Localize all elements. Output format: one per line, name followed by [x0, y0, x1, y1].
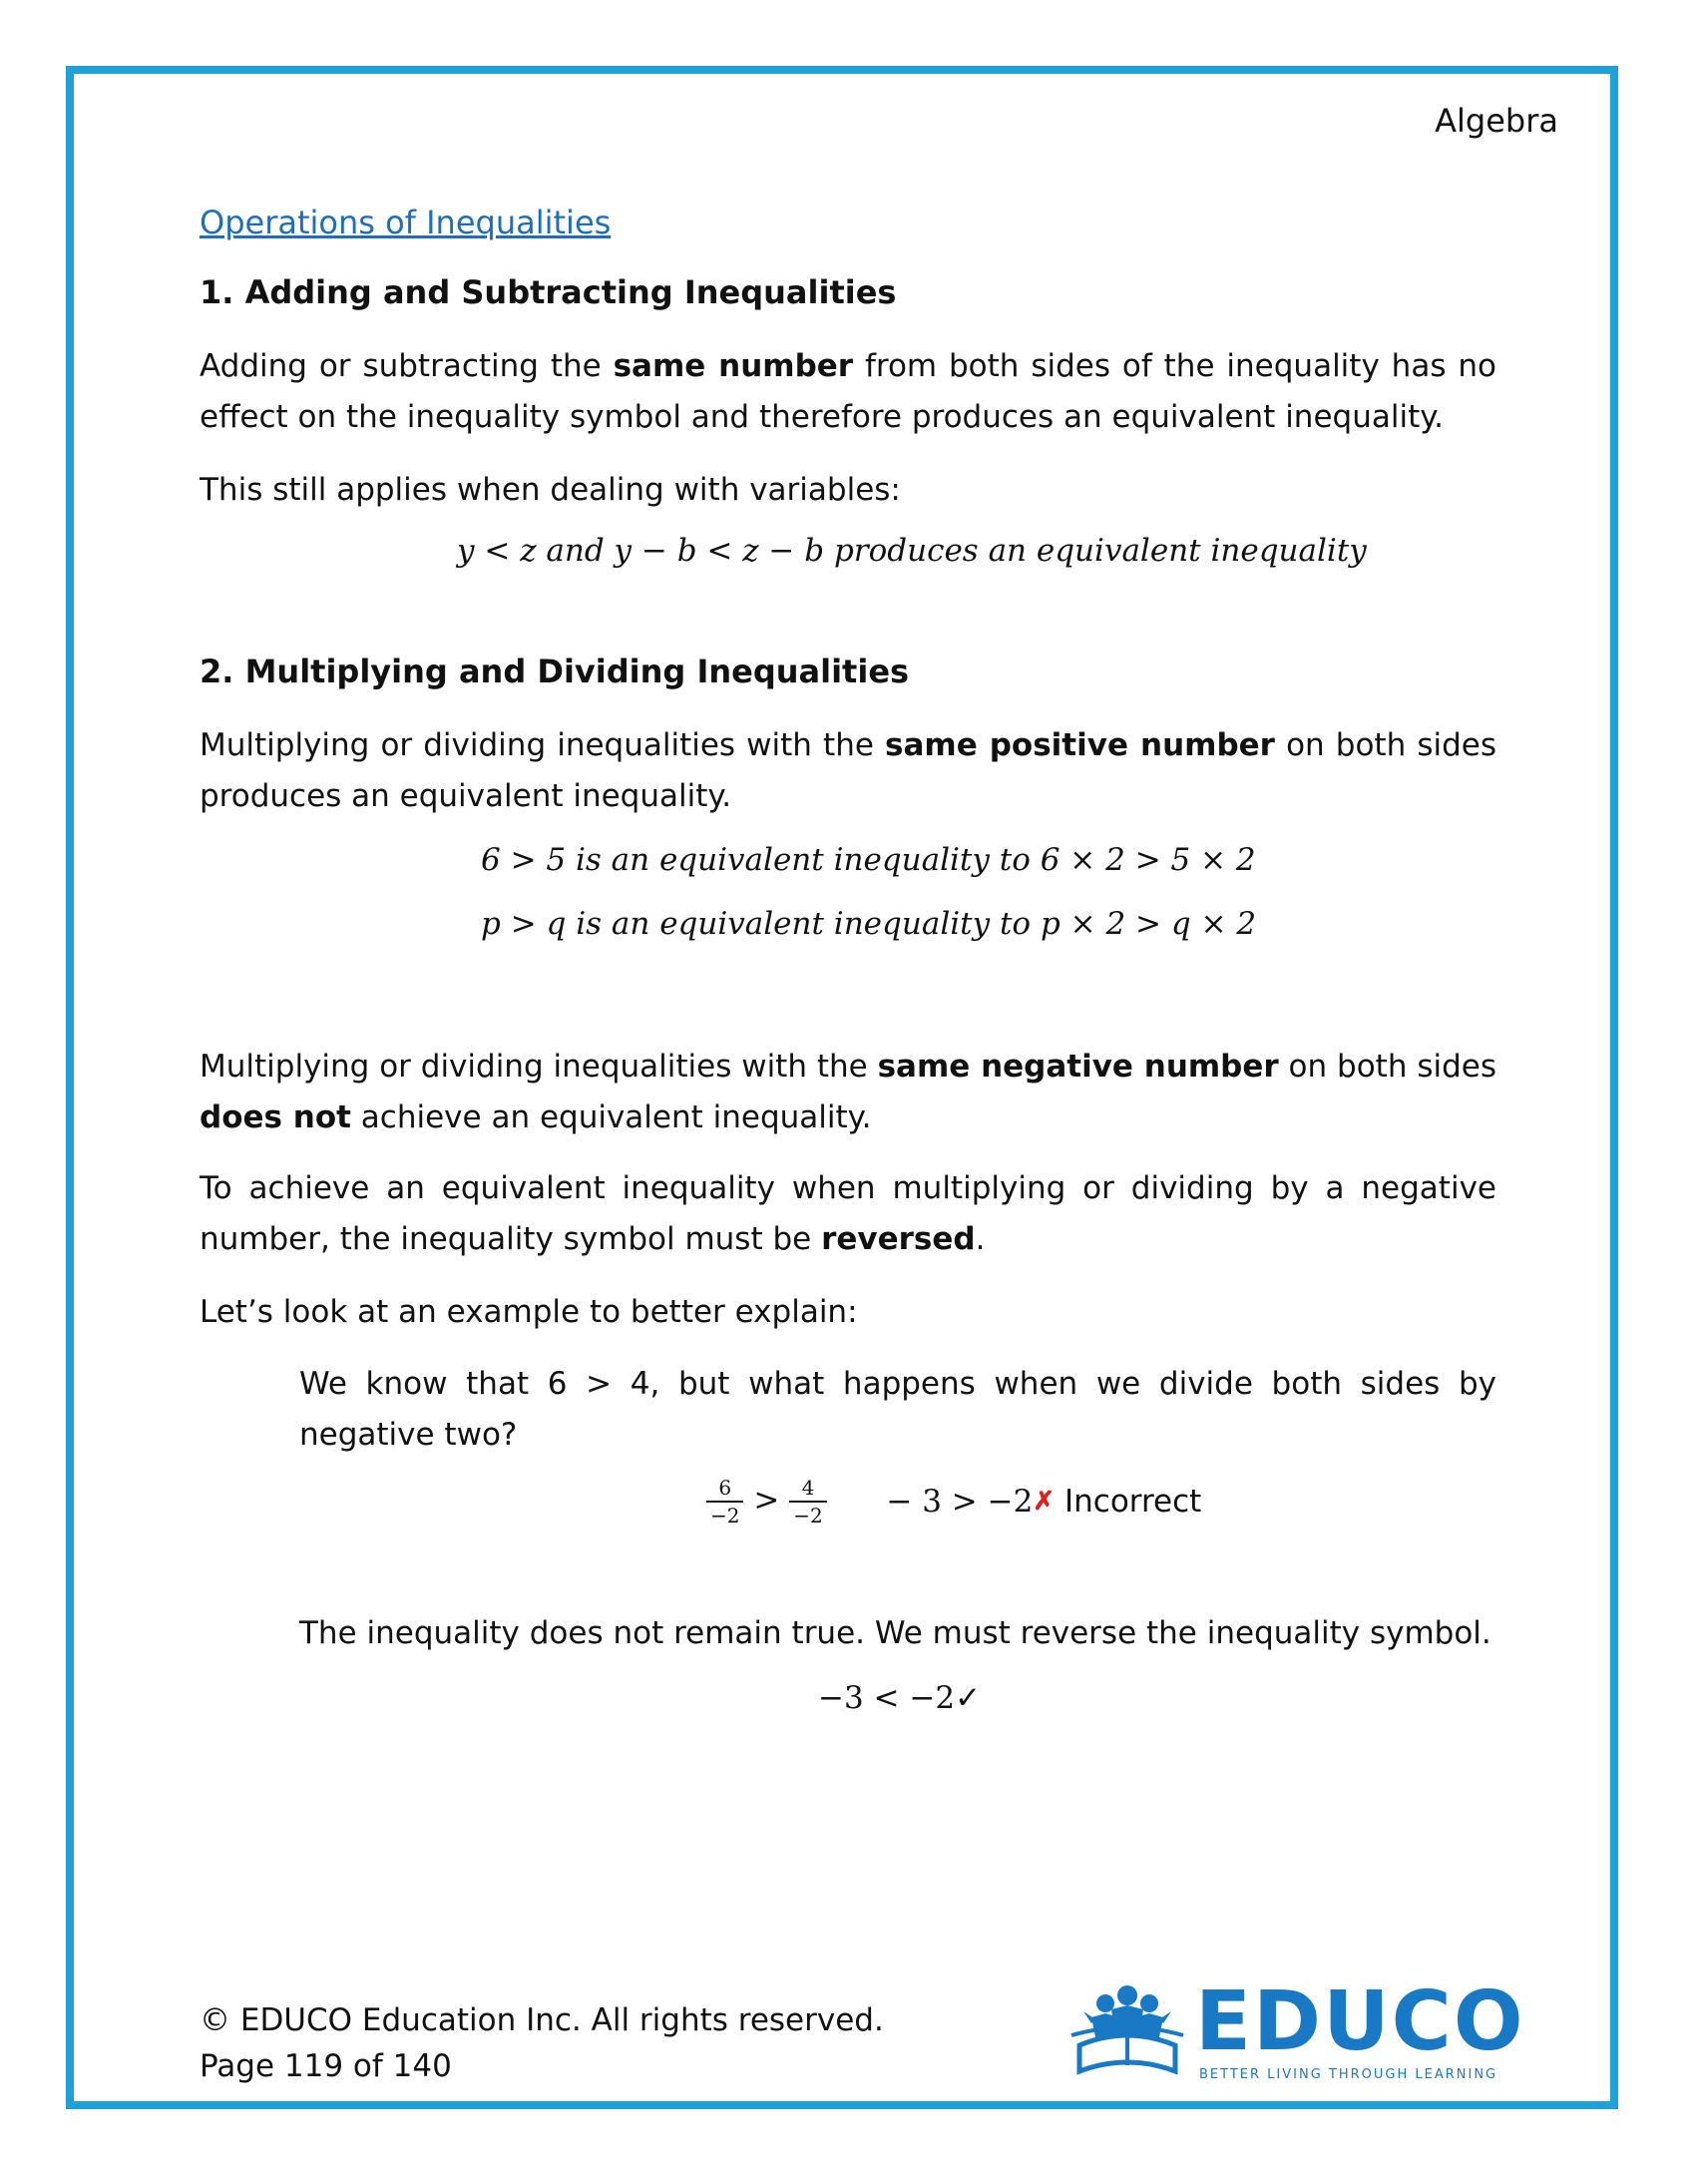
equation-correct-result [818, 1680, 981, 1716]
fraction-right [789, 1475, 826, 1529]
paragraph-variables: This still applies when dealing with variables: [200, 472, 901, 508]
header-subject: Algebra [1435, 102, 1558, 140]
text: Multiplying or dividing inequalities with the [200, 1049, 878, 1085]
text: Adding or subtracting the [200, 348, 614, 384]
fraction-numerator: 4 [789, 1475, 826, 1503]
paragraph-positive-rule [200, 720, 1496, 822]
incorrect-label: Incorrect [1063, 1484, 1202, 1520]
equation-division-wrong [706, 1475, 1201, 1529]
text: To achieve an equivalent inequality when multiplying or dividing by a negative number, the inequality symbol must be [200, 1170, 1496, 1257]
text: Multiplying or dividing inequalities with the [200, 727, 886, 763]
bold-text: same negative number [877, 1049, 1279, 1085]
logo-text: EDUCO [1195, 1974, 1525, 2069]
footer-copyright: © EDUCO Education Inc. All rights reserved. [200, 2002, 884, 2038]
fraction-denominator: −2 [710, 1504, 740, 1528]
paragraph-negative-rule [200, 1042, 1496, 1143]
wrong-result: − 3 > −2 [886, 1484, 1034, 1520]
paragraph-conclusion: The inequality does not remain true. We must reverse the inequality symbol. [299, 1615, 1491, 1651]
bold-text: does not [200, 1099, 351, 1135]
fraction-left [706, 1475, 743, 1529]
check-icon: ✓ [955, 1680, 982, 1716]
equation-numeric-example: 6 > 5 is an equivalent inequality to 6 × 2 > 5 × 2 [481, 842, 1256, 878]
text: achieve an equivalent inequality. [350, 1099, 872, 1135]
logo-tagline: BETTER LIVING THROUGH LEARNING [1199, 2067, 1498, 2082]
heading-multiplying-dividing: 2. Multiplying and Dividing Inequalities [200, 653, 910, 690]
cross-icon: ✗ [1033, 1487, 1056, 1517]
text: on both sides produces an equivalent inequality. [200, 727, 1496, 814]
fraction-denominator: −2 [793, 1504, 823, 1528]
equation-variables: y < z and y − b < z − b produces an equivalent inequality [457, 533, 1367, 569]
fraction-numerator: 6 [706, 1475, 743, 1503]
paragraph-example-intro: Let’s look at an example to better explain: [200, 1294, 858, 1330]
section-title: Operations of Inequalities [200, 204, 612, 241]
footer-page-number: Page 119 of 140 [200, 2048, 452, 2084]
text: on both sides [1278, 1049, 1496, 1085]
paragraph-reverse-rule [200, 1163, 1496, 1265]
text: from both sides of the inequality has no effect on the inequality symbol and therefore produces an equivalent inequality. [200, 348, 1496, 435]
correct-result: −3 < −2 [818, 1680, 956, 1716]
paragraph-example: We know that 6 > 4, but what happens when we divide both sides by negative two? [299, 1366, 1496, 1453]
bold-text: same positive number [885, 727, 1275, 763]
equation-variable-example: p > q is an equivalent inequality to p × 2 > q × 2 [481, 906, 1257, 942]
bold-text: reversed [821, 1221, 976, 1257]
heading-adding-subtracting: 1. Adding and Subtracting Inequalities [200, 273, 897, 311]
paragraph-adding-rule [200, 341, 1496, 443]
bold-text: same number [613, 348, 854, 384]
greater-than-symbol: > [753, 1482, 780, 1519]
text: . [975, 1221, 986, 1257]
